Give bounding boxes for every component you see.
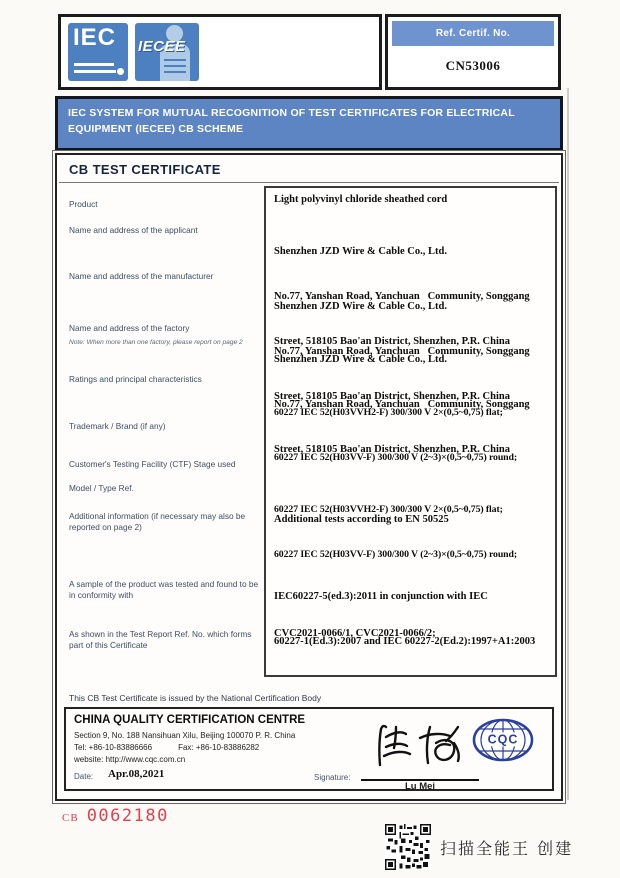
- certificate-body: [55, 153, 563, 801]
- field-label-applicant: Name and address of the applicant: [69, 225, 198, 235]
- cqc-logo-text: CQC: [487, 732, 519, 747]
- iecee-logo-icon: [135, 23, 199, 81]
- manufacturer-address-line1: No.77, Yanshan Road, Yanchuan Community, Songgang: [274, 346, 530, 357]
- factory-address-line1: No.77, Yanshan Road, Yanchuan Community, Songgang: [274, 399, 530, 410]
- issuer-fax: Fax: +86-10-83886282: [178, 743, 260, 752]
- field-label-factory: Name and address of the factory: [69, 323, 190, 333]
- field-label-sample: A sample of the product was tested and found to be in conformity with: [69, 579, 259, 601]
- applicant-address-line1: No.77, Yanshan Road, Yanchuan Community, Songgang: [274, 291, 530, 302]
- field-label-ctf: Customer's Testing Facility (CTF) Stage used: [69, 459, 236, 469]
- date-label: Date:: [74, 772, 94, 781]
- scan-edge-artifact: [567, 88, 569, 800]
- factory-address-line2: Street, 518105 Bao'an District, Shenzhen, P.R. China: [274, 444, 510, 455]
- factory-name: Shenzhen JZD Wire & Cable Co., Ltd.: [274, 354, 447, 365]
- applicant-address-line2: Street, 518105 Bao'an District, Shenzhen, P.R. China: [274, 336, 510, 347]
- ref-certif-label: Ref. Certif. No.: [392, 21, 554, 46]
- field-label-ratings: Ratings and principal characteristics: [69, 374, 202, 384]
- qr-code: [385, 824, 431, 870]
- standards-line2: 60227-1(Ed.3):2007 and IEC 60227-2(Ed.2):1997+A1:2003: [274, 636, 536, 647]
- scanner-watermark-text: 扫描全能王 创建: [440, 839, 574, 858]
- value-test-report: CVC2021-0066/1, CVC2021-0066/2;: [274, 628, 436, 639]
- issuer-name: CHINA QUALITY CERTIFICATION CENTRE: [74, 714, 306, 726]
- iec-logo-line: [74, 70, 116, 73]
- title-divider: [59, 182, 559, 183]
- field-label-additional: Additional information (if necessary may also be reported on page 2): [69, 511, 246, 533]
- issued-note: This CB Test Certificate is issued by the National Certification Body: [69, 693, 322, 703]
- signature-label: Signature:: [314, 773, 351, 782]
- handwritten-signature: [366, 721, 476, 773]
- value-product: Light polyvinyl chloride sheathed cord: [274, 194, 448, 205]
- issuer-tel: Tel: +86-10-83886666: [74, 743, 153, 752]
- ref-certif-box: [385, 14, 561, 90]
- value-additional: Additional tests according to EN 50525: [274, 514, 449, 525]
- model-line2: 60227 IEC 52(H03VV-F) 300/300 V (2~3)×(0,5~0,75) round;: [274, 549, 518, 560]
- ratings-line1: 60227 IEC 52(H03VVH2-F) 300/300 V 2×(0,5~0,75) flat;: [274, 407, 503, 418]
- field-label-factory-note: Note: When more than one factory, please report on page 2: [69, 339, 243, 346]
- values-panel: [264, 186, 557, 677]
- scheme-banner: IEC SYSTEM FOR MUTUAL RECOGNITION OF TEST CERTIFICATES FOR ELECTRICAL EQUIPMENT (IECEE) CB SCHEME: [55, 96, 563, 151]
- cb-stamp-prefix: CB: [62, 812, 79, 824]
- cqc-logo: [470, 716, 536, 764]
- issuer-box: [64, 707, 554, 791]
- standards-line1: IEC60227-5(ed.3):2011 in conjunction with IEC: [274, 591, 488, 602]
- iec-logo-dot: [117, 68, 124, 75]
- ratings-line2: 60227 IEC 52(H03VV-F) 300/300 V (2~3)×(0,5~0,75) round;: [274, 452, 518, 463]
- applicant-name: Shenzhen JZD Wire & Cable Co., Ltd.: [274, 246, 447, 257]
- iec-logo-line: [74, 63, 114, 66]
- manufacturer-name: Shenzhen JZD Wire & Cable Co., Ltd.: [274, 301, 447, 312]
- field-label-model: Model / Type Ref.: [69, 483, 134, 493]
- field-label-manufacturer: Name and address of the manufacturer: [69, 271, 214, 281]
- issuer-address: Section 9, No. 188 Nansihuan Xilu, Beijing 100070 P. R. China: [74, 731, 296, 740]
- issuer-website: website: http://www.cqc.com.cn: [74, 755, 186, 764]
- manufacturer-address-line2: Street, 518105 Bao'an District, Shenzhen, P.R. China: [274, 391, 510, 402]
- iecee-figure-lines: [164, 59, 186, 75]
- cb-number-stamp: [62, 806, 169, 826]
- field-label-product: Product: [69, 199, 98, 209]
- ref-certif-number: CN53006: [445, 58, 501, 73]
- certificate-title: CB TEST CERTIFICATE: [69, 162, 221, 177]
- iecee-logo-text: IECEE: [138, 38, 186, 55]
- model-line1: 60227 IEC 52(H03VVH2-F) 300/300 V 2×(0,5~0,75) flat;: [274, 504, 503, 515]
- field-label-report: As shown in the Test Report Ref. No. which forms part of this Certificate: [69, 629, 252, 651]
- iec-logo-icon: [68, 23, 128, 81]
- issuer-tel-fax: [74, 743, 259, 752]
- value-standards: [274, 559, 550, 679]
- signatory-name: Lu Mei: [404, 781, 436, 792]
- field-label-trademark: Trademark / Brand (if any): [69, 421, 166, 431]
- cb-stamp-number: 0062180: [86, 806, 169, 826]
- date-value: Apr.08,2021: [108, 768, 165, 780]
- header-logo-box: [58, 14, 382, 90]
- iec-logo-text: IEC: [73, 24, 117, 51]
